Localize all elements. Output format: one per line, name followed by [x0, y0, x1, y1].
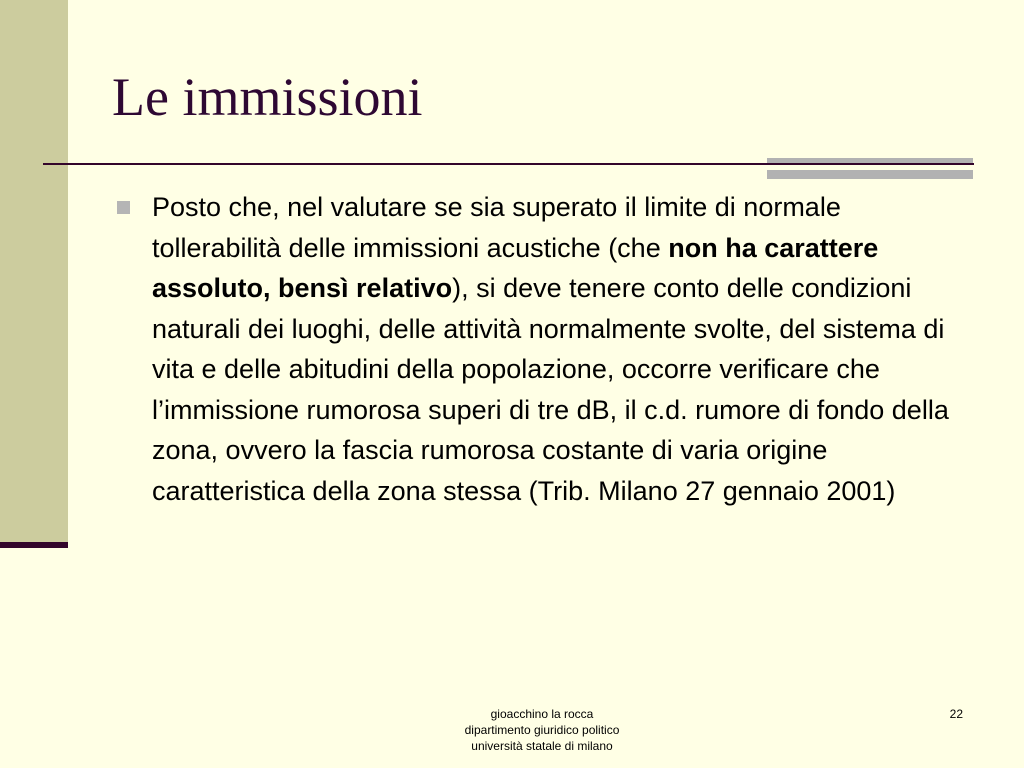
square-bullet-icon [117, 201, 130, 214]
footer-university: università statale di milano [471, 739, 613, 753]
bullet-text-start: Posto che, nel valutare se sia superato il limite di normale tollerabilità delle immissioni acustiche (che [152, 192, 841, 263]
decorative-bar-top [767, 158, 973, 163]
bullet-item [114, 187, 972, 511]
footer-department: dipartimento giuridico politico [464, 723, 620, 737]
left-decorative-band [0, 0, 68, 545]
slide-content [114, 187, 972, 511]
page-number: 22 [949, 707, 963, 721]
bullet-text [152, 192, 949, 506]
footer [392, 706, 692, 754]
slide-title: Le immissioni [112, 67, 423, 127]
left-band-accent-line [0, 542, 68, 548]
bullet-text-end: ), si deve tenere conto delle condizioni naturali dei luoghi, delle attività normalmente svolte, del sistema di vita e delle abitudini della popolazione, occorre verificare che l’immissione rumorosa superi di tre dB, il c.d. rumore di fondo della zona, ovvero la fascia rumorosa costante di varia origine caratteristica della zona stessa (Trib. Milano 27 gennaio 2001) [152, 273, 949, 506]
title-divider-line [43, 163, 974, 165]
decorative-bar-bottom [767, 170, 973, 179]
footer-author: gioacchino la rocca [490, 707, 594, 721]
bullet-bold-phrase: non ha carattere assoluto, bensì relativo [152, 232, 879, 303]
